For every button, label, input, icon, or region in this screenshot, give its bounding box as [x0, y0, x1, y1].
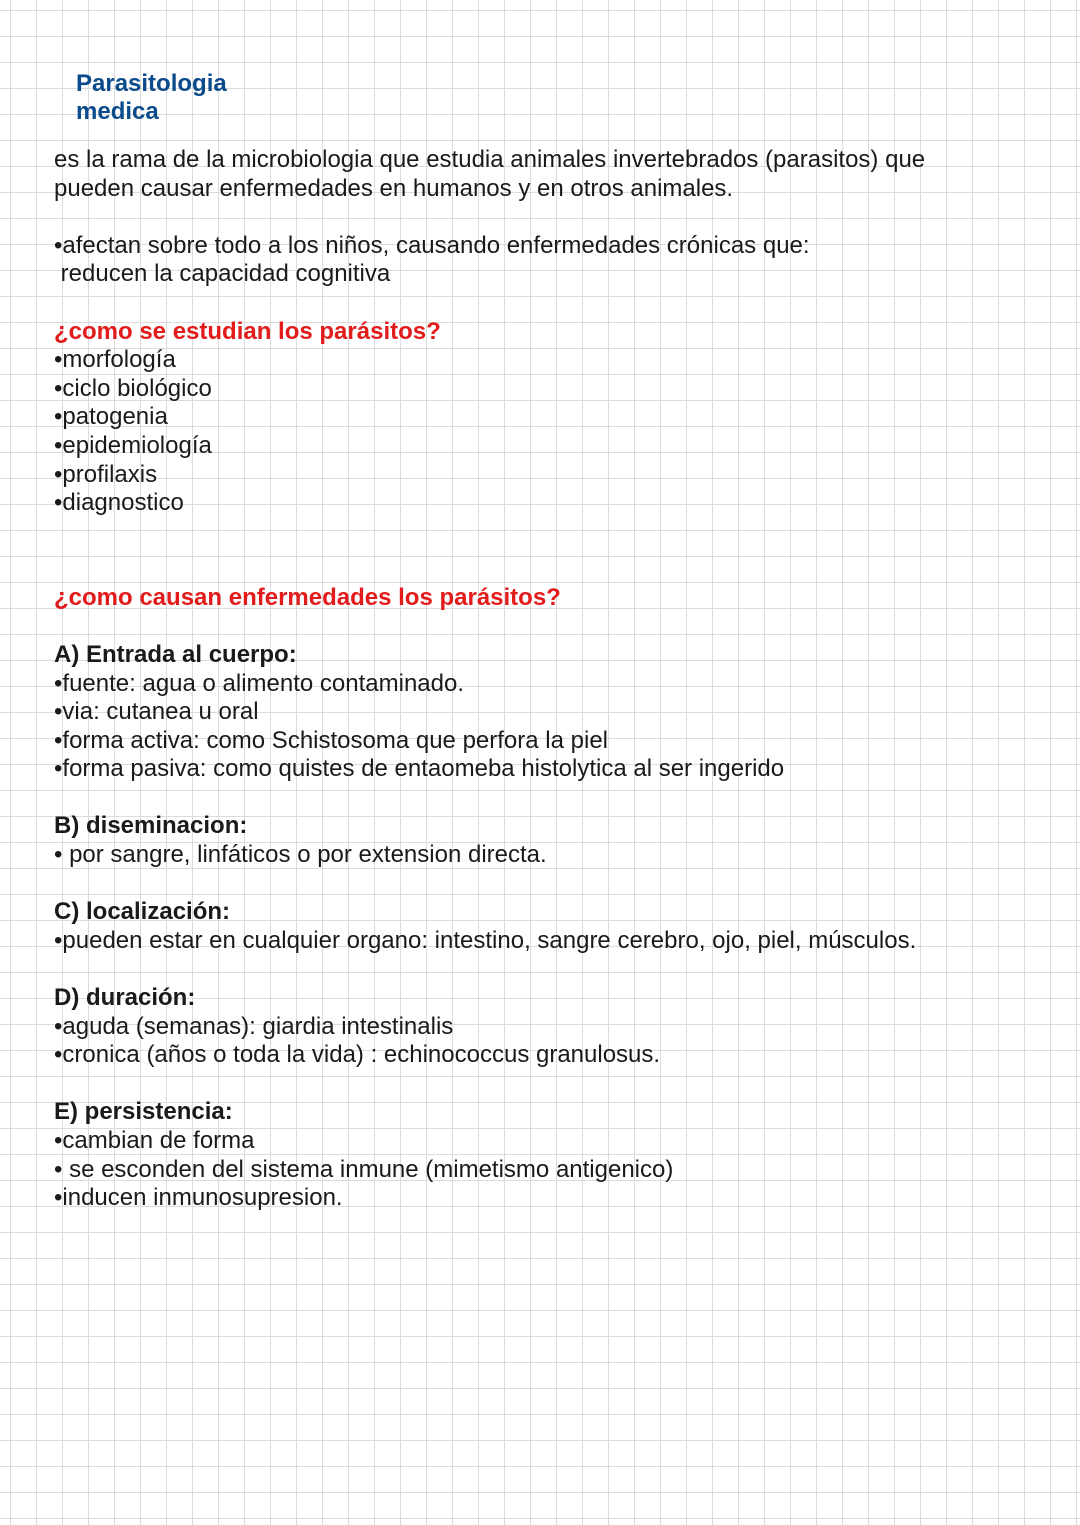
list-item: •morfología — [54, 346, 176, 374]
page-title — [76, 70, 227, 126]
list-item: •cambian de forma — [54, 1127, 255, 1154]
list-item: •patogenia — [54, 403, 168, 431]
spacer — [54, 1070, 1014, 1099]
note-paragraph — [54, 232, 1014, 289]
list-item: •inducen inmunosupresion. — [54, 1184, 343, 1212]
list-item: •ciclo biológico — [54, 374, 212, 402]
subsection-heading: E) persistencia: — [54, 1098, 233, 1126]
list-item: •forma activa: como Schistosoma que perfora la piel — [54, 726, 608, 754]
list-item: •epidemiología — [54, 431, 212, 459]
study-section — [54, 318, 1014, 518]
subsection-heading: B) diseminacion: — [54, 812, 248, 840]
subsection-entrada — [54, 641, 1014, 784]
note-line-1: •afectan sobre todo a los niños, causando enfermedades crónicas que: — [54, 231, 810, 259]
intro-line-2: pueden causar enfermedades en humanos y en otros animales. — [54, 174, 734, 202]
note-line-2: reducen la capacidad cognitiva — [54, 260, 391, 288]
subsection-heading: C) localización: — [54, 898, 231, 926]
subsection-duracion — [54, 984, 1014, 1070]
list-item: •diagnostico — [54, 489, 184, 517]
list-item: •aguda (semanas): giardia intestinalis — [54, 1012, 454, 1040]
spacer — [54, 203, 1014, 232]
subsection-persistencia — [54, 1098, 1014, 1212]
note-content — [54, 146, 1014, 1213]
list-item: • se esconden del sistema inmune (mimetismo antigenico) — [54, 1155, 674, 1183]
intro-line-1: es la rama de la microbiologia que estudia animales invertebrados (parasitos) que — [54, 146, 926, 173]
study-heading: ¿como se estudian los parásitos? — [54, 317, 441, 345]
list-item: •forma pasiva: como quistes de entaomeba histolytica al ser ingerido — [54, 755, 785, 783]
list-item: • por sangre, linfáticos o por extension directa. — [54, 841, 547, 869]
list-item: •fuente: agua o alimento contaminado. — [54, 669, 465, 697]
list-item: •profilaxis — [54, 460, 158, 488]
intro-paragraph — [54, 146, 1014, 203]
disease-section — [54, 584, 1014, 1213]
title-line-1: Parasitologia — [76, 70, 227, 97]
subsection-diseminacion — [54, 812, 1014, 869]
list-item: •cronica (años o toda la vida) : echinococcus granulosus. — [54, 1041, 661, 1069]
spacer — [54, 518, 1014, 584]
subsection-localizacion — [54, 898, 1014, 955]
spacer — [54, 612, 1014, 641]
spacer — [54, 784, 1014, 813]
spacer — [54, 289, 1014, 318]
subsection-heading: D) duración: — [54, 984, 196, 1012]
list-item: •pueden estar en cualquier organo: intestino, sangre cerebro, ojo, piel, músculos. — [54, 926, 917, 954]
title-line-2: medica — [76, 98, 159, 125]
list-item: •via: cutanea u oral — [54, 698, 259, 726]
spacer — [54, 955, 1014, 984]
spacer — [54, 870, 1014, 899]
subsection-heading: A) Entrada al cuerpo: — [54, 640, 297, 668]
disease-heading: ¿como causan enfermedades los parásitos? — [54, 583, 561, 611]
